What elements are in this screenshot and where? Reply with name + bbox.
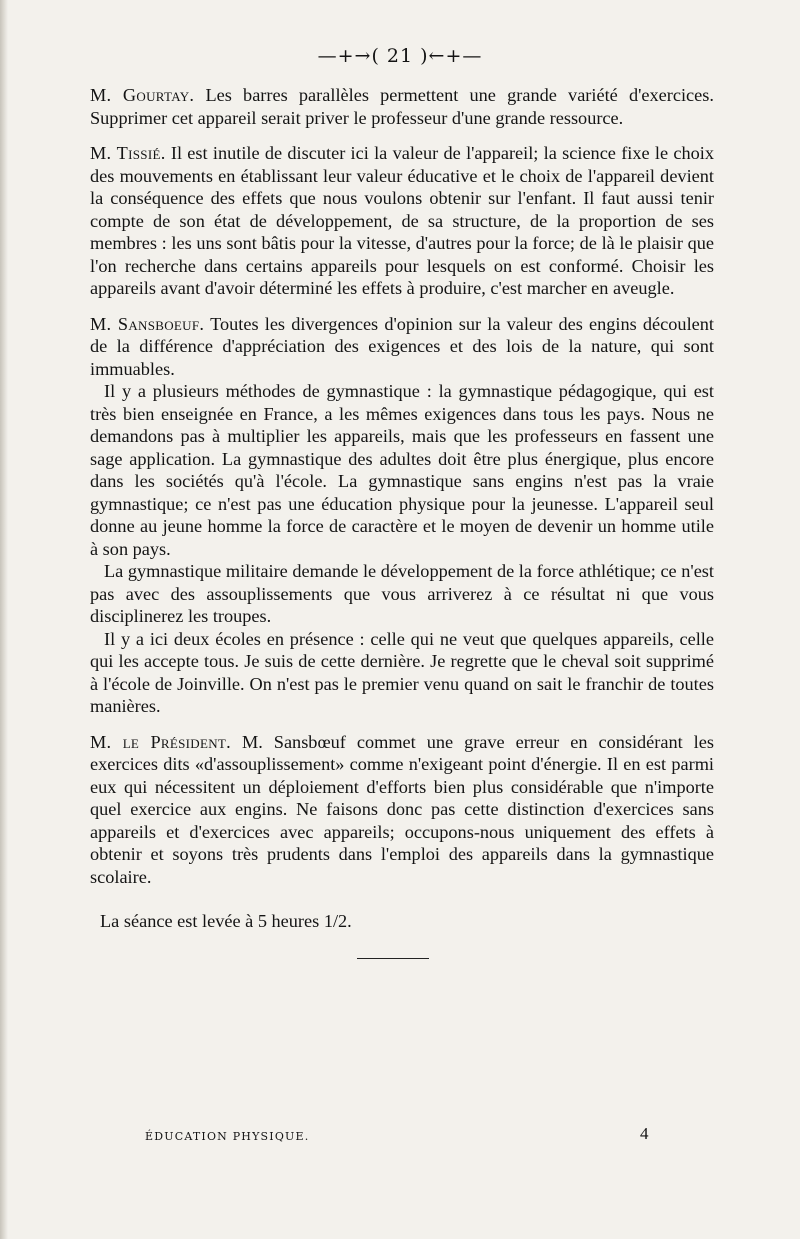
paragraph-sansboeuf-cont-3 (90, 628, 714, 718)
page-edge-left (0, 0, 8, 1239)
footer-signature: ÉDUCATION PHYSIQUE. (145, 1130, 310, 1143)
paragraph-president (90, 731, 714, 889)
paragraph-text: Il est inutile de discuter ici la valeur de l'appareil; la science fixe le choix des mouvements en établissant leur valeur éducative et le choix de l'appareil devient la conséquence des effets que nous voulons obtenir sur l'enfant. Il faut aussi tenir compte de son état de développement, de sa structure, de la proportion de ses membres : les uns sont bâtis pour la vitesse, d'autres pour la force; de là le plaisir que l'on recherche dans certains appareils pour lesquels on est conformé. Choisir les appareils avant d'avoir déterminé les effets à produire, c'est marcher en aveugle. (90, 143, 714, 298)
paragraph-text: M. Sansbœuf commet une grave erreur en considérant les exercices dits «d'assouplissement» comme n'exigeant point d'énergie. Il en est parmi eux qui nécessitent un déploiement d'efforts bien plus considérable que n'importe quel exercice aux engins. Ne faisons donc pas cette distinction d'exercices sans appareils et d'exercices avec appareils; occupons-nous uniquement des effets à obtenir et soyons très prudents dans l'emploi des appareils dans la gymnastique scolaire. (90, 731, 714, 887)
speaker-name: M. Tissié. (90, 143, 166, 163)
paragraph-sansboeuf-cont-1 (90, 380, 714, 560)
paragraph-gourtay (90, 84, 714, 129)
paragraph-text: Les barres parallèles permettent une grande variété d'exercices. Supprimer cet appareil serait priver le professeur d'une grande ressource. (90, 85, 714, 128)
document-body (90, 84, 714, 933)
speaker-name: M. Sansboeuf. (90, 313, 205, 334)
paragraph-sansboeuf-cont-2 (90, 560, 714, 628)
section-divider (357, 958, 429, 959)
paragraph-text: Il y a ici deux écoles en présence : celle qui ne veut que quelques appareils, celle qui les accepte tous. Je suis de cette dernière. Je regrette que le cheval soit supprimé à l'école de Joinville. On n'est pas le premier venu quand on sait le franchir de toutes manières. (90, 628, 714, 716)
paragraph-text: La gymnastique militaire demande le développement de la force athlétique; ce n'est pas avec des assouplissements que vous arriverez à ce résultat ni que vous disciplinerez les troupes. (90, 561, 714, 626)
footer-sheet-number: 4 (640, 1124, 649, 1143)
paragraph-tissie (90, 142, 714, 300)
page-header: —+→( 21 )←+— (317, 45, 483, 67)
paragraph-sansboeuf (90, 313, 714, 381)
paragraph-text: Il y a plusieurs méthodes de gymnastique : la gymnastique pédagogique, qui est très bien enseignée en France, a les mêmes exigences dans tous les pays. Nous ne demandons pas à multiplier les appareils, mais que les professeurs en fassent une sage application. La gymnastique des adultes doit être plus énergique, plus encore dans les sociétés qu'à l'école. La gymnastique sans engins n'est pas la vraie gymnastique; ce n'est pas une éducation physique pour la jeunesse. L'appareil seul donne au jeune homme la force de caractère et le moyen de devenir un homme utile à son pays. (90, 381, 714, 559)
speaker-name: M. le Président. (90, 731, 232, 752)
paragraph-text: Toutes les divergences d'opinion sur la valeur des engins découlent de la différence d'appréciation des exigences et des lois de la nature, qui sont immuables. (90, 313, 714, 379)
speaker-name: M. Gourtay. (90, 85, 195, 105)
closing-line: La séance est levée à 5 heures 1/2. (100, 911, 352, 931)
